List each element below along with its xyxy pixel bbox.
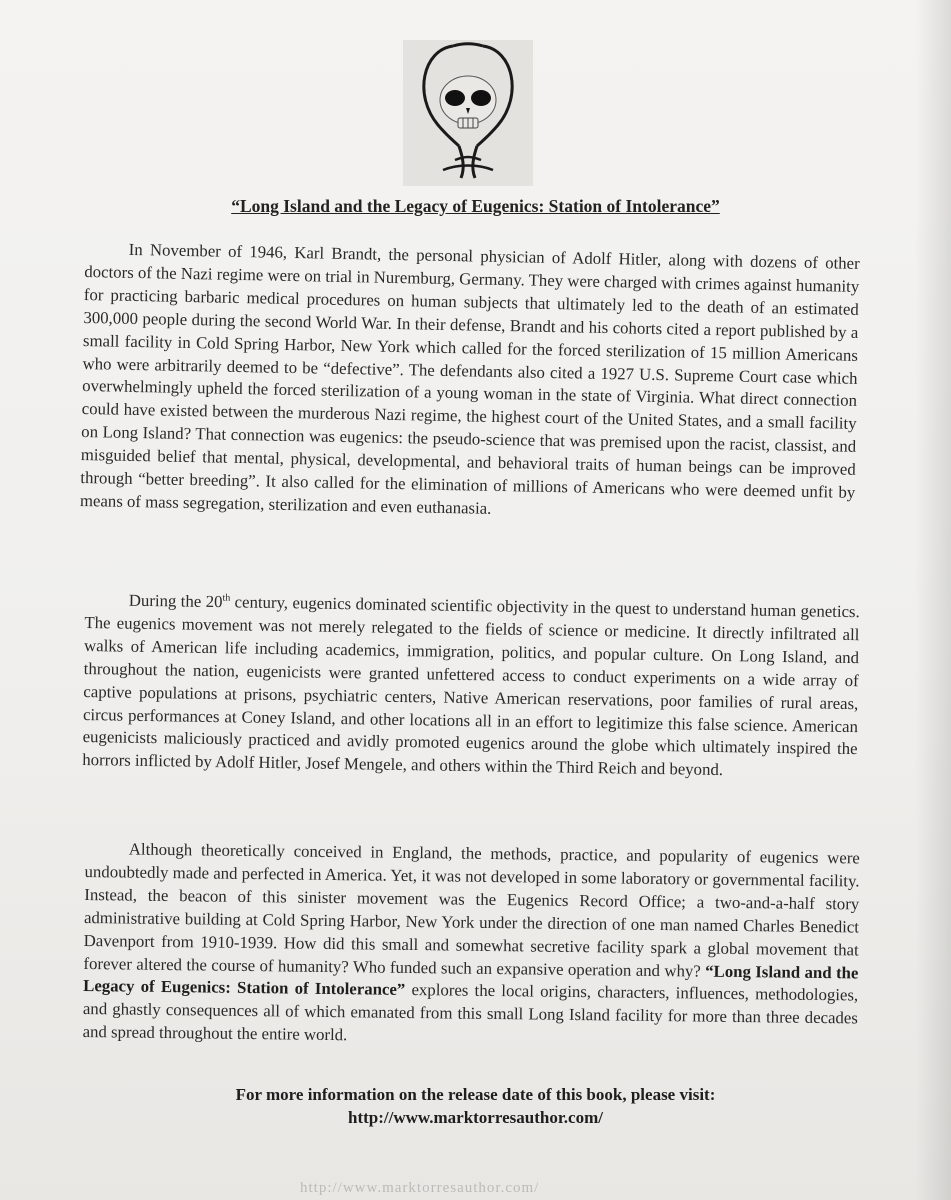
footer [0,1083,951,1129]
paragraph-2 [82,589,860,784]
footer-link[interactable]: http://www.marktorresauthor.com/ [348,1108,603,1127]
paragraph-3-text-end: explores the local origins, characters, influences, methodologies, and ghastly consequences all of which emanated from this small Long Island facility for more than three decades and spread throughout the entire world. [82,980,859,1045]
paragraph-3-book-title: “Long Island and the Legacy of Eugenics: Station of Intolerance” [83,961,859,1000]
page-shadow [915,0,951,1200]
paragraph-2-text-rest: century, eugenics dominated scientific objectivity in the quest to understand human genetics. The eugenics movement was not merely relegated to the fields of science or medicine. It directly infiltrated all walks of American life including academics, immigration, politics, and popular culture. On Long Island, and throughout the nation, eugenicists were granted unfettered access to conduct experiments on a wide array of captive populations at prisons, psychiatric centers, Native American reservations, poor families of rural areas, circus performances at Coney Island, and other locations all in an effort to legitimize this false science. American eugenicists maliciously practiced and avidly promoted eugenics around the globe which ultimately inspired the horrors inflicted by Adolf Hitler, Josef Mengele, and others within the Third Reich and beyond. [82,592,860,780]
paragraph-2-text-start: During the 20 [128,590,223,612]
document-title: “Long Island and the Legacy of Eugenics: Station of Intolerance” [231,196,720,216]
footer-info: For more information on the release date of this book, please visit: [235,1085,716,1104]
skull-noose-icon [403,40,533,186]
paragraph-3 [82,838,859,1054]
paragraph-1 [80,238,860,528]
logo [403,40,533,186]
paragraph-3-text-start: Although theoretically conceived in England, the methods, practice, and popularity of eugenics were undoubtedly made and perfected in America. Yet, it was not developed in some laboratory or governmental facility. Instead, the beacon of this sinister movement was the Eugenics Record Office; a two-and-a-half story administrative building at Cold Spring Harbor, New York under the direction of one man named Charles Benedict Davenport from 1910-1939. How did this small and somewhat secretive facility spark a global movement that forever altered the course of humanity? Who funded such an expansive operation and why? [83,839,860,981]
paragraph-2-superscript: th [222,592,231,604]
bleed-through-text: http://www.marktorresauthor.com/ [300,1180,540,1196]
paragraph-1-text: In November of 1946, Karl Brandt, the personal physician of Adolf Hitler, along with dozens of other doctors of the Nazi regime were on trial in Nuremburg, Germany. They were charged with crimes against humanity for practicing barbaric medical procedures on human subjects that ultimately led to the death of an estimated 300,000 people during the second World War. In their defense, Brandt and his cohorts cited a report published by a small facility in Cold Spring Harbor, New York which called for the forced sterilization of 15 million Americans who were arbitrarily deemed to be “defective”. The defendants also cited a 1927 U.S. Supreme Court case which overwhelmingly upheld the forced sterilization of a young woman in the state of Virginia. What direct connection could have existed between the murderous Nazi regime, the highest court of the United States, and a small facility on Long Island? That connection was eugenics: the pseudo-science that was premised upon the racist, classist, and misguided belief that mental, physical, developmental, and behavioral traits of human beings can be improved through “better breeding”. It also called for the elimination of millions of Americans who were deemed unfit by means of mass segregation, sterilization and even euthanasia. [79,239,860,518]
